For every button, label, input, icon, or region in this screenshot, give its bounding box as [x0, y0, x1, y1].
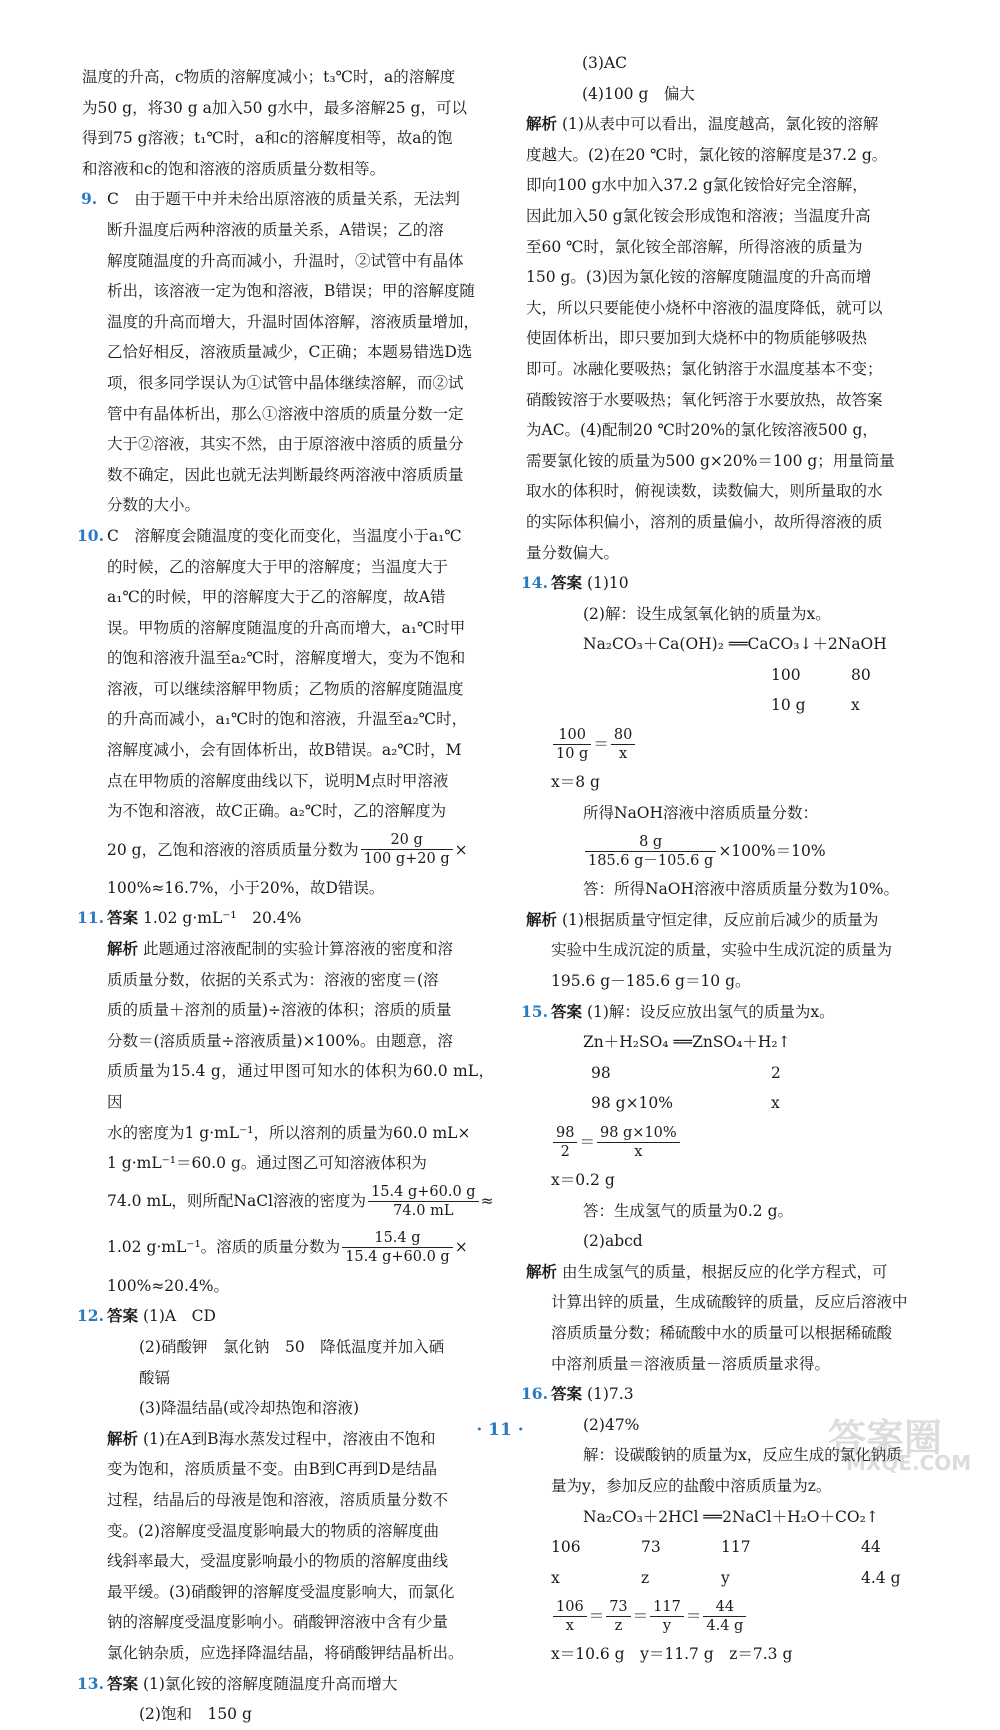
answer-keyword: 答案 [107, 908, 139, 928]
answer-keyword: 答案 [107, 1673, 139, 1693]
denominator: x [634, 1143, 643, 1160]
numerator: 98 [553, 1124, 577, 1143]
text-line: 析出，该溶液一定为饱和溶液，B错误；甲的溶解度随 [107, 282, 475, 301]
text-line: 答：所得NaOH溶液中溶质质量分数为10%。 [583, 880, 899, 899]
molar-mass: 100 [771, 665, 801, 684]
question-10 [77, 521, 494, 904]
equals-sign: ＝ [685, 1607, 702, 1626]
denominator: 185.6 g－105.6 g [588, 852, 714, 869]
text-line: 氯化钠杂质，应选择降温结晶，将硝酸钾结晶析出。 [107, 1643, 464, 1662]
fraction [361, 831, 453, 868]
answer-keyword: 答案 [551, 1384, 583, 1404]
text-line: 质质量为15.4 g，通过甲图可知水的体积为60.0 mL，因 [107, 1062, 494, 1111]
fraction-line [107, 827, 494, 873]
text-line: 计算出锌的质量，生成硫酸锌的质量，反应后溶液中 [551, 1293, 908, 1312]
text-line: 量分数偏大。 [526, 543, 620, 562]
text-line: 质的质量＋溶剂的质量)÷溶液的体积；溶质的质量 [107, 1001, 452, 1020]
text-line: 实验中生成沉淀的质量，实验中生成沉淀的质量为 [551, 941, 893, 960]
equals-sign: ＝ [632, 1607, 649, 1626]
fraction-line [107, 1179, 494, 1225]
text-run: 由生成氢气的质量，根据反应的化学方程式，可 [561, 1262, 888, 1281]
answer-keyword: 答案 [107, 1306, 139, 1326]
proportion [551, 1593, 940, 1639]
text-line: 即向100 g水中加入37.2 g氯化铵恰好完全溶解， [526, 176, 868, 195]
fraction-line [551, 828, 940, 874]
text-line: 乙恰好相反，溶液质量减少，C正确；本题易错选D选 [107, 343, 473, 362]
fraction [368, 1183, 479, 1220]
text-line: 即可。冰融化要吸热；氯化钠溶于水温度基本不变； [526, 359, 883, 378]
mass-value: x [771, 1094, 780, 1113]
mass-value: y [721, 1568, 730, 1587]
question-number: 9. [81, 189, 98, 209]
question-number: 11. [77, 908, 104, 928]
text-line: 解：设碳酸钠的质量为x，反应生成的氯化钠质 [583, 1446, 902, 1465]
text-line: 大于②溶液，其实不然，由于原溶液中溶质的质量分 [107, 435, 464, 454]
molar-mass: 44 [861, 1538, 881, 1557]
text-line: 硝酸铵溶于水要吸热；氧化钙溶于水要放热，故答案 [526, 390, 883, 409]
question-number: 16. [521, 1384, 548, 1404]
text-run: (1)A CD [142, 1307, 216, 1326]
text-run: 1.02 g·mL⁻¹ 20.4% [142, 909, 302, 928]
text-line: 溶解度减小，会有固体析出，故B错误。a₂℃时，M [107, 741, 462, 760]
question-number: 15. [521, 1001, 548, 1021]
numerator: 73 [606, 1598, 630, 1617]
text-line: (2)解：设生成氢氧化钠的质量为x。 [583, 604, 831, 623]
text-line: 误。甲物质的溶解度随温度的升高而增大，a₁℃时甲 [107, 618, 466, 637]
question-number: 12. [77, 1306, 104, 1326]
text-line: 量为y，参加反应的盐酸中溶质质量为z。 [551, 1476, 832, 1495]
text-line: 项，很多同学误认为①试管中晶体继续溶解，而②试 [107, 373, 464, 392]
text-line: 线斜率最大，受温度影响最小的物质的溶解度曲线 [107, 1552, 449, 1571]
text-line: 最平缓。(3)硝酸钾的溶解度受温度影响大，而氯化 [107, 1582, 455, 1601]
numerator: 106 [553, 1598, 587, 1617]
text-line: 所得NaOH溶液中溶质质量分数： [583, 803, 819, 822]
denominator: x [618, 745, 628, 762]
text-run: (1)解：设反应放出氢气的质量为x。 [586, 1002, 835, 1021]
answer-keyword: 答案 [551, 573, 583, 593]
text-line: (4)100 g 偏大 [582, 84, 695, 103]
text-line: 为50 g，将30 g a加入50 g水中，最多溶解25 g，可以 [82, 98, 467, 117]
question-13 [77, 1669, 494, 1730]
fraction [606, 1598, 630, 1635]
text-line: 1 g·mL⁻¹＝60.0 g。通过图乙可知溶液体积为 [107, 1154, 427, 1173]
text-line: a₁℃的时候，甲的溶解度大于乙的溶解度，故A错 [107, 588, 446, 607]
denominator: z [614, 1617, 623, 1634]
numerator: 20 g [361, 831, 453, 850]
text-run: (1)10 [586, 574, 629, 593]
page-number: · 11 · [476, 1420, 524, 1440]
text-run: ×100%＝10% [718, 841, 826, 860]
watermark-text: 答案圈 [828, 1416, 943, 1460]
text-run: (1)7.3 [586, 1385, 634, 1404]
text-line: 温度的升高，c物质的溶解度减小；t₃℃时，a的溶解度 [82, 68, 456, 86]
mass-value: 98 g×10% [591, 1094, 674, 1113]
mass-value: 10 g [771, 696, 806, 715]
text-line: 分数的大小。 [107, 496, 201, 515]
text-line: 解度随温度的升高而减小，升温时，②试管中有晶体 [107, 251, 464, 270]
numerator: 44 [703, 1598, 746, 1617]
chemical-equation: Na₂CO₃＋2HCl ══2NaCl＋H₂O＋CO₂↑ [583, 1507, 879, 1526]
question-11 [77, 903, 494, 1301]
text-line: 的升高而减小，a₁℃时的饱和溶液，升温至a₂℃时， [107, 710, 468, 729]
text-line: 断升温度后两种溶液的质量关系，A错误；乙的溶 [107, 220, 444, 239]
equals-sign: ＝ [593, 734, 609, 753]
text-line: 变。(2)溶解度受温度影响最大的物质的溶解度曲 [107, 1521, 439, 1540]
analysis-keyword: 解析 [526, 909, 558, 929]
watermark-url: MXQE.COM [846, 1451, 972, 1475]
text-line: 150 g。(3)因为氯化铵的溶解度随温度的升高而增 [526, 268, 872, 287]
equals-sign: ＝ [579, 1132, 595, 1151]
question-number: 10. [77, 525, 104, 545]
mass-value: x [851, 696, 860, 715]
fraction [553, 1124, 577, 1161]
text-line: (3)降温结晶(或冷却热饱和溶液) [139, 1399, 360, 1418]
chemical-equation: Na₂CO₃＋Ca(OH)₂ ══CaCO₃↓＋2NaOH [583, 635, 887, 654]
text-line: 195.6 g－185.6 g＝10 g。 [551, 972, 751, 991]
text-run: × [454, 840, 468, 859]
fraction [703, 1598, 746, 1635]
text-line: 100%≈20.4%。 [107, 1276, 230, 1295]
denominator: 10 g [556, 745, 589, 762]
text-line: 过程，结晶后的母液是饱和溶液，溶质质量分数不 [107, 1490, 449, 1509]
text-run: × [454, 1238, 468, 1257]
text-line: 的实际体积偏小，溶剂的质量偏小，故所得溶液的质 [526, 512, 883, 531]
text-line: 至60 ℃时，氯化铵全部溶解，所得溶液的质量为 [526, 237, 863, 256]
numerator: 98 g×10% [597, 1124, 680, 1143]
text-line: x＝10.6 g y＝11.7 g z＝7.3 g [551, 1645, 793, 1664]
text-line: x＝8 g [551, 773, 600, 792]
watermark-logo [828, 1407, 978, 1477]
text-line: 点在甲物质的溶解度曲线以下，说明M点时甲溶液 [107, 771, 449, 790]
text-line: 使固体析出，即只要加到大烧杯中的物质能够吸热 [526, 329, 868, 348]
analysis-keyword: 解析 [526, 1261, 558, 1281]
chemical-equation: Zn＋H₂SO₄ ══ZnSO₄＋H₂↑ [583, 1033, 791, 1052]
text-run: 1.02 g·mL⁻¹。溶质的质量分数为 [107, 1238, 341, 1257]
text-line: 100%≈16.7%，小于20%，故D错误。 [107, 878, 385, 897]
analysis-keyword: 解析 [107, 939, 139, 959]
denominator: 74.0 mL [393, 1203, 454, 1220]
denominator: y [662, 1617, 672, 1634]
fraction [611, 726, 635, 763]
text-line: 钠的溶解度受温度影响小。硝酸钾溶液中含有少量 [107, 1613, 449, 1632]
molar-mass: 80 [851, 665, 871, 684]
text-line: 质质量分数，依据的关系式为：溶液的密度＝(溶 [107, 970, 439, 989]
text-line: 为不饱和溶液，故C正确。a₂℃时，乙的溶解度为 [107, 802, 447, 821]
analysis-keyword: 解析 [107, 1428, 139, 1448]
denominator: 15.4 g+60.0 g [345, 1249, 450, 1266]
question-12 [77, 1301, 494, 1668]
molar-mass: 117 [721, 1538, 751, 1557]
numerator: 8 g [585, 833, 716, 852]
text-line: 大，所以只要能使小烧杯中溶液的温度降低，就可以 [526, 298, 883, 317]
numerator: 15.4 g+60.0 g [368, 1183, 479, 1202]
denominator: 100 g+20 g [363, 851, 450, 868]
text-line: 酸镉 [139, 1368, 171, 1387]
text-line: 需要氯化铵的质量为500 g×20%＝100 g；用量筒量 [526, 451, 895, 470]
text-line: 因此加入50 g氯化铵会形成饱和溶液；当温度升高 [526, 206, 871, 225]
fraction [585, 833, 716, 870]
text-run: (1)在A到B海水蒸发过程中，溶液由不饱和 [142, 1429, 436, 1448]
numerator: 15.4 g [342, 1229, 453, 1248]
text-line: 分数＝(溶质质量÷溶液质量)×100%。由题意，溶 [107, 1031, 453, 1050]
text-line: C 溶解度会随温度的变化而变化，当温度小于a₁℃ [107, 526, 462, 545]
denominator: 4.4 g [706, 1617, 744, 1634]
numerator: 117 [650, 1598, 684, 1617]
text-line: 为AC。(4)配制20 ℃时20%的氯化铵溶液500 g， [526, 421, 878, 440]
fraction [342, 1229, 453, 1266]
fraction-line [107, 1225, 494, 1271]
text-run: (1)氯化铵的溶解度随温度升高而增大 [142, 1674, 398, 1693]
text-line: 溶液，可以继续溶解甲物质；乙物质的溶解度随温度 [107, 679, 464, 698]
text-line: (2)47% [583, 1415, 640, 1434]
text-line: 中溶剂质量＝溶液质量－溶质质量求得。 [551, 1354, 831, 1373]
text-run: ≈ [480, 1192, 494, 1211]
text-run: 74.0 mL，则所配NaCl溶液的密度为 [107, 1192, 367, 1211]
proportion [551, 721, 940, 767]
answer-keyword: 答案 [551, 1001, 583, 1021]
proportion [551, 1119, 940, 1165]
text-line: 答：生成氢气的质量为0.2 g。 [583, 1201, 794, 1220]
question-14 [521, 568, 940, 997]
question-number: 13. [77, 1673, 104, 1693]
molar-mass: 2 [771, 1063, 781, 1082]
question-number: 14. [521, 573, 548, 593]
text-line: 数不确定，因此也就无法判断最终两溶液中溶质质量 [107, 465, 464, 484]
question-15 [521, 997, 940, 1380]
fraction [597, 1124, 680, 1161]
mass-value: 4.4 g [861, 1568, 901, 1587]
molar-mass: 106 [551, 1538, 581, 1557]
molar-mass: 98 [591, 1063, 611, 1082]
text-run: (1)从表中可以看出，温度越高，氯化铵的溶解 [561, 115, 879, 134]
text-line: (2)abcd [583, 1232, 643, 1251]
text-line: 的饱和溶液升温至a₂℃时，溶解度增大，变为不饱和 [107, 649, 466, 668]
numerator: 80 [611, 726, 635, 745]
fraction [553, 726, 591, 763]
text-line: 得到75 g溶液；t₁℃时，a和c的溶解度相等，故a的饱 [82, 129, 453, 148]
text-line: (3)AC [582, 54, 628, 72]
denominator: 2 [560, 1143, 570, 1160]
text-line: (2)硝酸钾 氯化钠 50 降低温度并加入硒 [139, 1337, 445, 1356]
molar-mass: 73 [641, 1538, 661, 1557]
text-run: 此题通过溶液配制的实验计算溶液的密度和溶 [142, 940, 453, 959]
text-line: 取水的体积时，俯视读数，读数偏大，则所量取的水 [526, 482, 883, 501]
text-line: x＝0.2 g [551, 1171, 615, 1189]
text-run: (1)根据质量守恒定律，反应前后减少的质量为 [561, 910, 879, 929]
fraction [553, 1598, 587, 1635]
fraction [650, 1598, 684, 1635]
question-9 [82, 184, 494, 521]
text-line: 度越大。(2)在20 ℃时，氯化铵的溶解度是37.2 g。 [526, 145, 888, 164]
text-line: (2)饱和 150 g [139, 1705, 252, 1724]
mass-value: z [641, 1568, 650, 1587]
analysis-keyword: 解析 [526, 114, 558, 134]
numerator: 100 [553, 726, 591, 745]
text-line: 的时候，乙的溶解度大于甲的溶解度；当温度大于 [107, 557, 449, 576]
equals-sign: ＝ [588, 1607, 605, 1626]
left-column [77, 62, 494, 1730]
text-line: 管中有晶体析出，那么①溶液中溶质的质量分数一定 [107, 404, 464, 423]
denominator: x [565, 1617, 574, 1634]
mass-value: x [551, 1568, 560, 1587]
text-line: 水的密度为1 g·mL⁻¹，所以溶剂的质量为60.0 mL× [107, 1123, 471, 1142]
text-line: C 由于题干中并未给出原溶液的质量关系，无法判 [107, 190, 460, 209]
text-line: 和溶液和c的饱和溶液的溶质质量分数相等。 [82, 159, 386, 178]
text-line: 变为饱和，溶质质量不变。由B到C再到D是结晶 [107, 1460, 438, 1479]
text-line: 溶质质量分数；稀硫酸中水的质量可以根据稀硫酸 [551, 1323, 893, 1342]
text-line: 温度的升高而增大，升温时固体溶解，溶液质量增加， [107, 312, 480, 331]
text-run: 20 g，乙饱和溶液的溶质质量分数为 [107, 840, 359, 859]
